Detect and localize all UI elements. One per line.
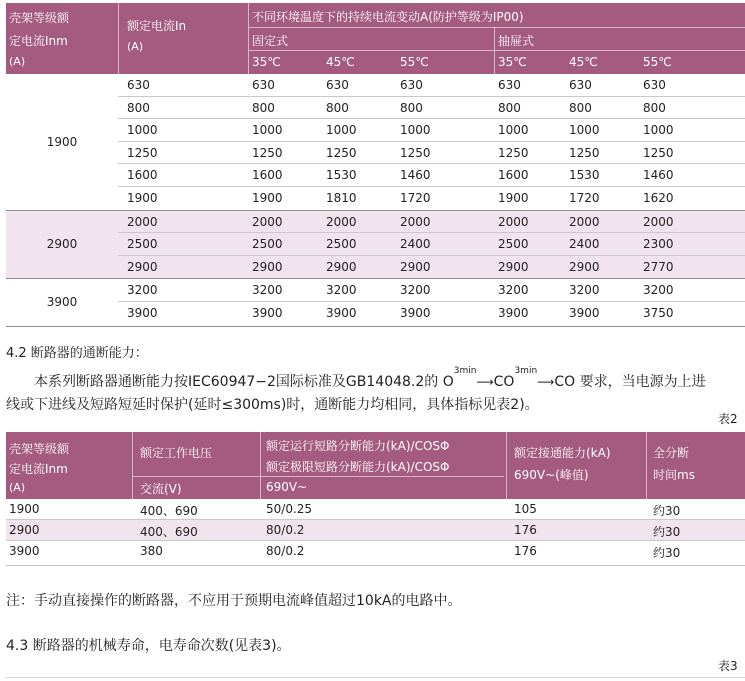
ics-header: 额定运行短路分断能力(kA)/COSΦ — [266, 439, 450, 453]
table-cell: 105 — [514, 502, 537, 516]
table-cell: 2000 — [569, 214, 600, 229]
table-cell: 2900 — [9, 523, 40, 537]
table-row — [118, 233, 745, 256]
break-time-header-line1: 全分断 — [653, 446, 690, 460]
table-cell: 1810 — [326, 190, 357, 205]
arrow-icon: ⟶ — [537, 375, 555, 389]
table-cell: 2500 — [326, 237, 357, 252]
frame-current-header-unit: (A) — [9, 55, 26, 68]
table-cell: 约30 — [653, 504, 681, 518]
ac-voltage-subheader: 交流(V) — [140, 482, 182, 496]
table-cell: 1250 — [400, 145, 431, 160]
frame-current-header-line2: 定电流Inm — [9, 34, 68, 48]
table-cell: 1900 — [498, 190, 529, 205]
table-cell: 2900 — [127, 259, 158, 274]
table-cell: 3200 — [326, 283, 357, 298]
table-cell: 2900 — [569, 259, 600, 274]
table-cell: 630 — [569, 78, 592, 92]
table-cell: 1000 — [643, 123, 674, 138]
table-cell: 2000 — [127, 214, 158, 229]
table-row — [118, 74, 745, 97]
table-row — [118, 97, 745, 120]
table-cell: 3200 — [127, 283, 158, 298]
table-cell: 2400 — [400, 237, 431, 252]
table-cell: 1250 — [127, 145, 158, 160]
table-cell: 2000 — [498, 214, 529, 229]
table-cell: 3900 — [400, 305, 431, 320]
table-cell: 800 — [326, 100, 349, 115]
making-capacity-peak-header: 690V~(峰值) — [514, 468, 589, 482]
note-text: 注：手动直接操作的断路器，不应用于预期电流峰值超过10kA的电路中。 — [6, 593, 462, 609]
table-cell: 1900 — [9, 502, 40, 516]
table-cell: 1720 — [569, 190, 600, 205]
frame-group-3900 — [6, 279, 745, 324]
table-cell: 3900 — [498, 305, 529, 320]
table-cell: 3200 — [643, 283, 674, 298]
table-row — [118, 119, 745, 142]
table-cell: 1600 — [127, 168, 158, 183]
table-cell: 380 — [140, 544, 163, 558]
frame-current-header-line2: 定电流Inm — [9, 462, 68, 476]
temperature-derating-header: 不同环境温度下的持续电流变动A(防护等级为IP00) — [252, 10, 524, 24]
frame-label: 2900 — [46, 237, 78, 252]
table-cell: 1460 — [643, 168, 674, 183]
table-cell: 630 — [400, 78, 423, 92]
table-cell: 800 — [252, 100, 275, 115]
table-cell: 176 — [514, 523, 537, 537]
rated-current-header-line1: 额定电流In — [127, 19, 187, 33]
table-cell: 800 — [498, 100, 521, 115]
table-cell: 800 — [127, 100, 150, 115]
table-row — [118, 279, 745, 302]
table-cell: 2000 — [252, 214, 283, 229]
table-cell: 2500 — [127, 237, 158, 252]
table-cell: 2770 — [643, 259, 674, 274]
arrow-icon: ⟶ — [476, 375, 494, 389]
temp-header-drawout-55: 55℃ — [643, 55, 672, 69]
section-4-2-heading: 4.2 断路器的通断能力： — [6, 346, 148, 361]
table-cell: 1000 — [127, 123, 158, 138]
frame-label: 1900 — [46, 134, 78, 149]
table-row — [6, 520, 745, 541]
table-cell: 3200 — [569, 283, 600, 298]
table-cell: 3900 — [252, 305, 283, 320]
table-cell: 1250 — [326, 145, 357, 160]
temp-header-fixed-45: 45℃ — [326, 55, 355, 69]
temp-header-fixed-35: 35℃ — [252, 55, 281, 69]
table-cell: 1530 — [326, 168, 357, 183]
table-cell: 630 — [498, 78, 521, 92]
table-cell: 3900 — [569, 305, 600, 320]
table-cell: 3900 — [9, 544, 40, 558]
table-cell: 1250 — [498, 145, 529, 160]
table-cell: 1600 — [498, 168, 529, 183]
table-cell: 1900 — [252, 190, 283, 205]
table-cell: 3200 — [252, 283, 283, 298]
table-cell: 1900 — [127, 190, 158, 205]
drawout-type-header: 抽屉式 — [498, 34, 535, 48]
table-cell: 630 — [643, 78, 666, 92]
table-cell: 3900 — [127, 305, 158, 320]
table-cell: 2000 — [400, 214, 431, 229]
table-cell: 80/0.2 — [266, 544, 305, 558]
table-cell: 2400 — [569, 237, 600, 252]
section-4-3-heading: 4.3 断路器的机械寿命，电寿命次数(见表3)。 — [6, 638, 291, 654]
table2-header — [6, 432, 745, 499]
table-cell: 800 — [569, 100, 592, 115]
table-row — [118, 302, 745, 325]
table-cell: 约30 — [653, 525, 681, 539]
table-cell: 3900 — [326, 305, 357, 320]
table3-label: 表3 — [718, 659, 738, 673]
table-cell: 3200 — [498, 283, 529, 298]
table-cell: 1000 — [498, 123, 529, 138]
table-cell: 800 — [643, 100, 666, 115]
table-cell: 2500 — [252, 237, 283, 252]
table-row — [6, 499, 745, 520]
table-cell: 1000 — [400, 123, 431, 138]
table-cell: 630 — [326, 78, 349, 92]
fixed-type-header: 固定式 — [252, 34, 289, 48]
sup-3min-2: 3min — [514, 366, 538, 377]
frame-label: 3900 — [46, 294, 78, 309]
table-cell: 1250 — [643, 145, 674, 160]
table-cell: 3750 — [643, 305, 674, 320]
table-cell: 1000 — [569, 123, 600, 138]
rated-voltage-header: 额定工作电压 — [140, 446, 213, 460]
breaking-capacity-table — [6, 432, 745, 562]
table-cell: 800 — [400, 100, 423, 115]
section-4-2-paragraph-line1: 本系列断路器通断能力按IEC60947−2国际标准及GB14048.2的 $O^{3min}⟶CO^{3min}⟶CO$ 要求，当电源为上进 — [34, 366, 706, 390]
table-cell: 2900 — [326, 259, 357, 274]
table2-bottom-rule — [6, 565, 745, 566]
table-cell: 2000 — [643, 214, 674, 229]
table-cell: 80/0.2 — [266, 523, 305, 537]
table-row — [118, 164, 745, 187]
voltage-690-subheader: 690V~ — [266, 480, 308, 494]
table-cell: 2500 — [498, 237, 529, 252]
table-cell: 1000 — [252, 123, 283, 138]
table-row — [118, 256, 745, 279]
frame-current-header-line1: 壳架等级额 — [9, 11, 70, 25]
table1-bottom-rule — [6, 326, 745, 327]
table-row — [6, 541, 745, 562]
table-row — [118, 142, 745, 165]
page-bottom-rule — [6, 677, 745, 678]
table-cell: 50/0.25 — [266, 502, 313, 516]
rated-current-header-unit: (A) — [127, 40, 144, 53]
icu-header: 额定极限短路分断能力(kA)/COSΦ — [266, 460, 450, 474]
table-cell: 2900 — [400, 259, 431, 274]
table-cell: 630 — [252, 78, 275, 92]
table-cell: 1600 — [252, 168, 283, 183]
current-derating-table — [6, 3, 745, 325]
break-time-header-line2: 时间ms — [653, 468, 695, 482]
table-cell: 1250 — [252, 145, 283, 160]
table2-label: 表2 — [718, 412, 738, 426]
table-cell: 2900 — [252, 259, 283, 274]
table-row — [118, 187, 745, 210]
temp-header-fixed-55: 55℃ — [400, 55, 429, 69]
table1-header — [6, 3, 745, 74]
temp-header-drawout-35: 35℃ — [498, 55, 527, 69]
section-4-2-paragraph-line2: 线或下进线及短路短延时保护(延时≤300ms)时，通断能力均相同，具体指标见表2)。 — [6, 397, 539, 413]
table-cell: 约30 — [653, 546, 681, 560]
making-capacity-header: 额定接通能力(kA) — [514, 446, 611, 460]
table-cell: 2300 — [643, 237, 674, 252]
table-cell: 2900 — [498, 259, 529, 274]
table-cell: 400、690 — [140, 504, 198, 518]
temp-header-drawout-45: 45℃ — [569, 55, 598, 69]
table-cell: 1000 — [326, 123, 357, 138]
table-cell: 1720 — [400, 190, 431, 205]
table-cell: 630 — [127, 78, 150, 92]
table-cell: 2000 — [326, 214, 357, 229]
frame-group-1900 — [6, 74, 745, 210]
table-cell: 3200 — [400, 283, 431, 298]
sup-3min-1: 3min — [453, 366, 477, 377]
table-cell: 1460 — [400, 168, 431, 183]
table-row — [118, 211, 745, 234]
frame-current-header-unit: (A) — [9, 481, 26, 494]
frame-group-2900 — [6, 211, 745, 279]
table-cell: 400、690 — [140, 525, 198, 539]
table-cell: 1250 — [569, 145, 600, 160]
table-cell: 1620 — [643, 190, 674, 205]
table-cell: 1530 — [569, 168, 600, 183]
table-cell: 176 — [514, 544, 537, 558]
frame-current-header-line1: 壳架等级额 — [9, 442, 70, 456]
